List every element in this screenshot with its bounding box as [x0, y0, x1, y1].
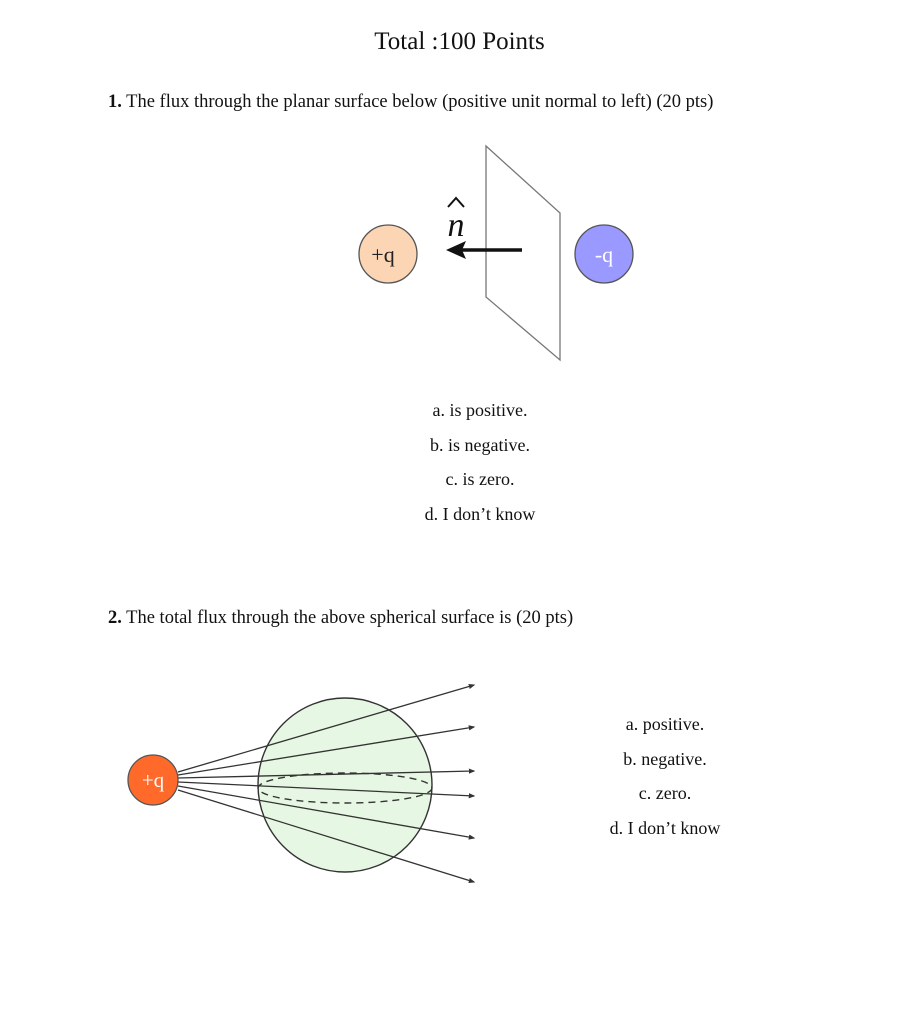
question-1-number: 1.	[108, 92, 122, 112]
question-2-options	[545, 707, 785, 845]
question-2-text: The total flux through the above spherical surface is (20 pts)	[126, 608, 574, 628]
question-1-text: The flux through the planar surface below (positive unit normal to left) (20 pts)	[126, 92, 714, 112]
right-charge-label: -q	[594, 242, 614, 267]
q2-option-c[interactable]: c. zero.	[638, 783, 692, 803]
gaussian-sphere	[258, 698, 432, 872]
q1-option-b[interactable]: b. is negative.	[430, 434, 530, 455]
normal-symbol: n	[447, 207, 465, 244]
q2-option-b[interactable]: b. negative.	[623, 748, 707, 769]
left-charge-label: +q	[371, 242, 395, 267]
question-2-number: 2.	[108, 608, 122, 628]
q1-option-c[interactable]: c. is zero.	[445, 469, 515, 489]
page-title: Total :100 Points	[374, 28, 545, 55]
source-charge-label: +q	[141, 768, 165, 792]
q2-option-d[interactable]: d. I don’t know	[609, 817, 721, 838]
q2-option-a[interactable]: a. positive.	[625, 714, 705, 734]
q1-option-a[interactable]: a. is positive.	[432, 400, 528, 420]
q1-option-d[interactable]: d. I don’t know	[424, 503, 536, 524]
